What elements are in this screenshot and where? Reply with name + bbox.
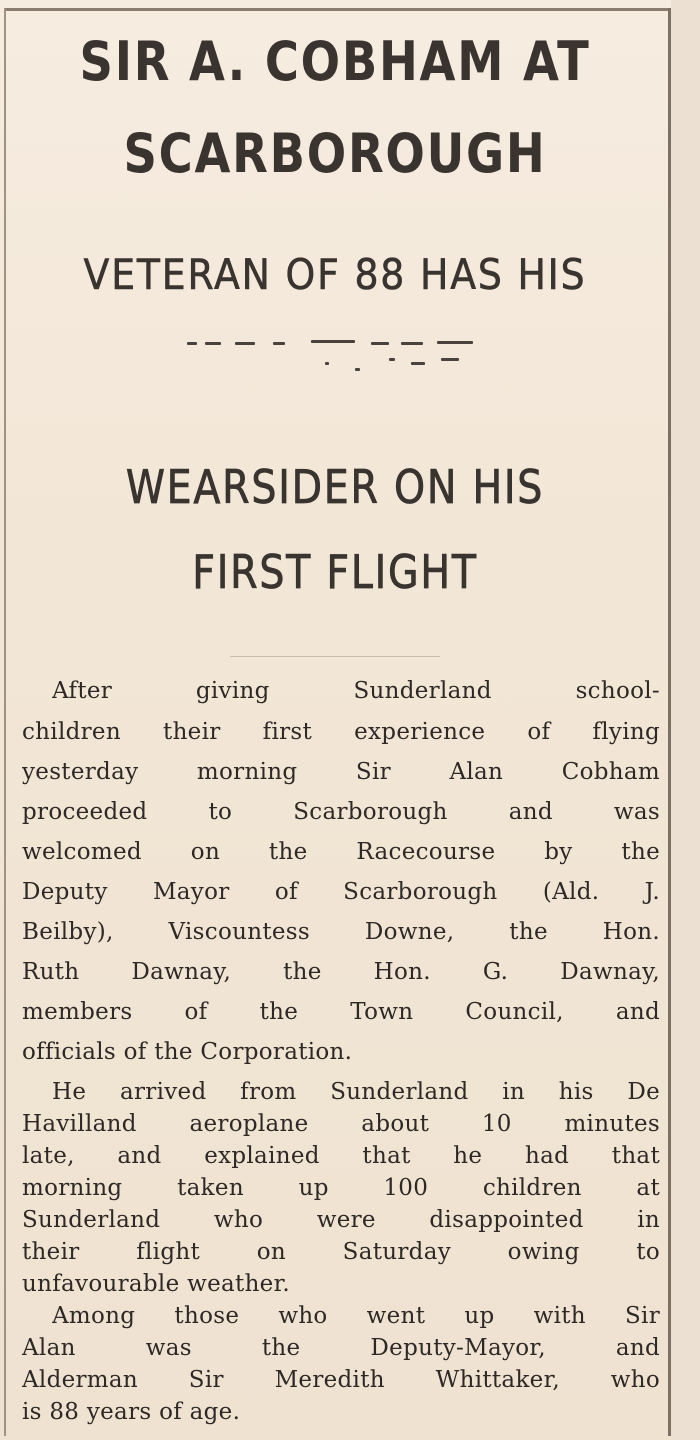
body-line: children their first experience of flying	[22, 719, 660, 745]
body-line: Ruth Dawnay, the Hon. G. Dawnay,	[22, 959, 660, 985]
body-line: Deputy Mayor of Scarborough (Ald. J.	[22, 879, 660, 905]
second-headline-line-1: WEARSIDER ON HIS	[125, 460, 545, 514]
headline-line-1: SIR A. COBHAM AT	[79, 30, 591, 93]
body-line: officials of the Corporation.	[22, 1039, 353, 1065]
body-line: yesterday morning Sir Alan Cobham	[22, 759, 660, 785]
body-line: members of the Town Council, and	[22, 999, 660, 1025]
headline-line-2: SCARBOROUGH	[123, 122, 547, 185]
body-line: proceeded to Scarborough and was	[22, 799, 660, 825]
body-line: Beilby), Viscountess Downe, the Hon.	[22, 919, 660, 945]
subheadline-line-1: VETERAN OF 88 HAS HIS	[83, 250, 587, 299]
body-line: is 88 years of age.	[22, 1399, 241, 1425]
body-line: morning taken up 100 children at	[22, 1175, 660, 1201]
adjacent-column-edge	[671, 0, 700, 1440]
body-line: He arrived from Sunderland in his De	[52, 1079, 660, 1105]
section-divider	[230, 656, 440, 657]
left-border-rule	[4, 8, 6, 1436]
second-headline-line-2: FIRST FLIGHT	[192, 545, 478, 599]
body-line: their flight on Saturday owing to	[22, 1239, 660, 1265]
top-border-rule	[6, 8, 696, 11]
body-line: Alderman Sir Meredith Whittaker, who	[22, 1367, 660, 1393]
body-line: After giving Sunderland school-	[52, 678, 660, 704]
body-line: Alan was the Deputy-Mayor, and	[22, 1335, 660, 1361]
body-line: late, and explained that he had that	[22, 1143, 660, 1169]
body-line: Among those who went up with Sir	[52, 1303, 660, 1329]
faded-illegible-print	[175, 336, 495, 386]
body-line: Havilland aeroplane about 10 minutes	[22, 1111, 660, 1137]
body-line: unfavourable weather.	[22, 1271, 290, 1297]
body-line: welcomed on the Racecourse by the	[22, 839, 660, 865]
body-line: Sunderland who were disappointed in	[22, 1207, 660, 1233]
